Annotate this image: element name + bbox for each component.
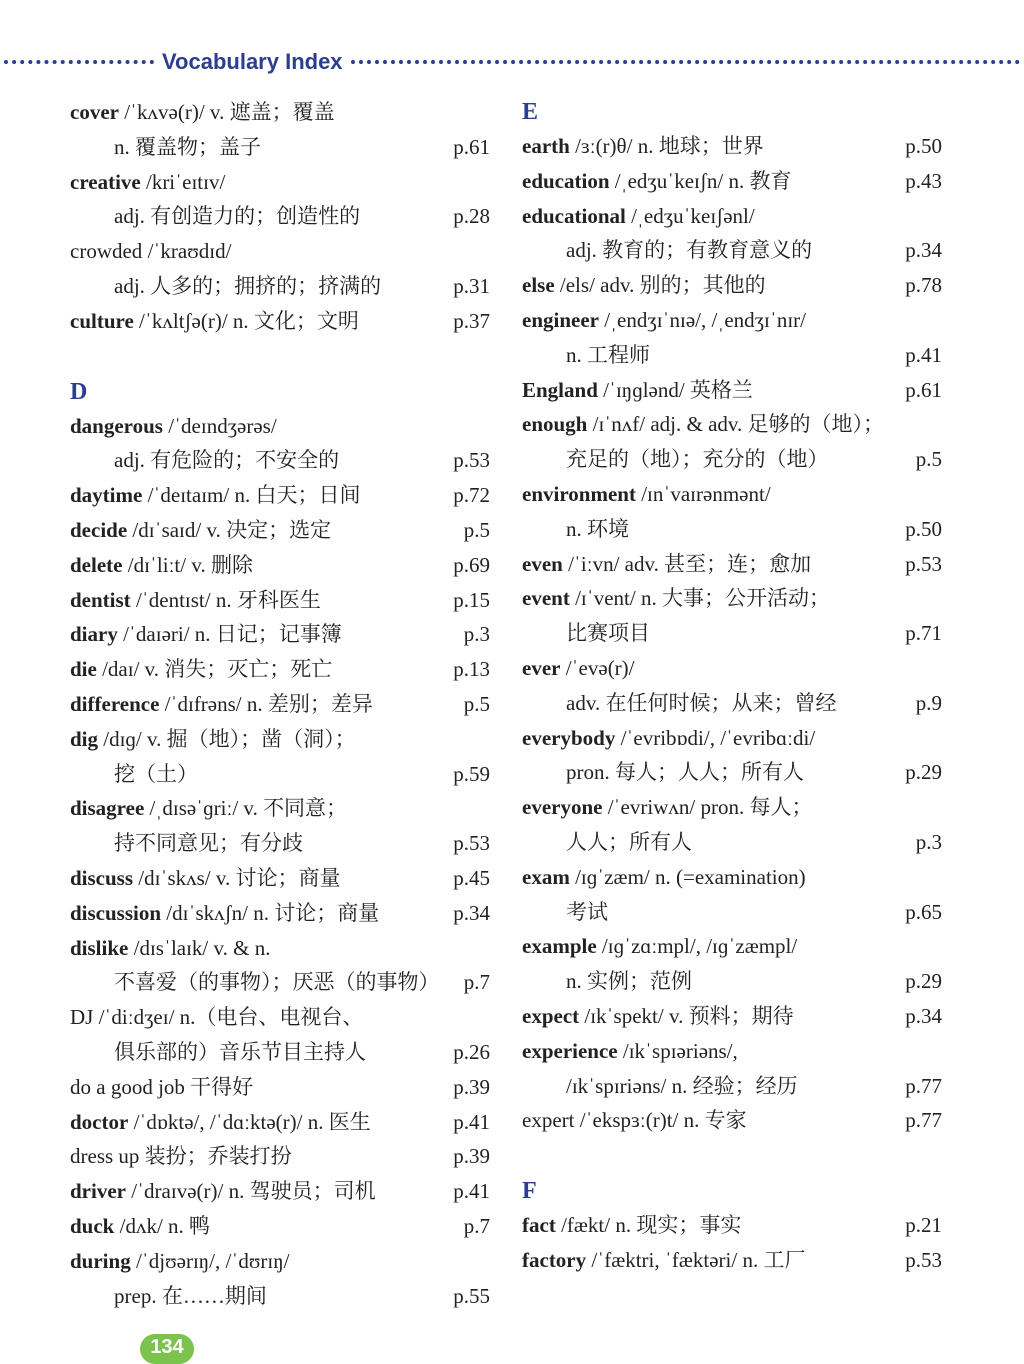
entry-continuation (70, 826, 490, 861)
entry-word: engineer (522, 307, 599, 332)
vocab-entry (70, 791, 490, 826)
entry-word: even (522, 551, 563, 576)
entry-page-ref: p.61 (905, 377, 942, 402)
entry-definition: 持不同意见；有分歧 (114, 831, 303, 856)
entry-word: driver (70, 1179, 126, 1204)
entry-word: expect (522, 1003, 580, 1028)
entry-word: decide (70, 517, 128, 542)
vocab-entry (70, 478, 490, 513)
entry-definition: adj. 人多的；拥挤的；挤满的 (114, 273, 382, 298)
entry-definition: /ˈɪŋɡlənd/ 英格兰 (597, 377, 753, 402)
vocab-entry (70, 1105, 490, 1140)
entry-page-ref: p.43 (905, 168, 942, 193)
right-column (522, 95, 942, 1278)
entry-definition: /ˈevribɒdi/, /ˈevribɑːdi/ (615, 725, 816, 750)
section-gap (70, 339, 490, 375)
entry-page-ref: p.41 (453, 1179, 490, 1204)
entry-definition: /ɪkˈspekt/ v. 预料；期待 (579, 1003, 794, 1028)
entry-definition: prep. 在……期间 (114, 1283, 267, 1308)
entry-page-ref: p.65 (905, 899, 942, 924)
vocab-entry (522, 581, 942, 616)
entry-page-ref: p.15 (453, 587, 490, 612)
entry-word: cover (70, 100, 119, 124)
entry-definition: /ɪɡˈzæm/ n. (=examination) (569, 864, 806, 889)
vocab-entry (70, 583, 490, 618)
entry-word: diary (70, 622, 118, 647)
vocab-entry (70, 896, 490, 931)
vocab-entry (70, 1000, 490, 1035)
vocab-entry (70, 1174, 490, 1209)
entry-page-ref: p.55 (453, 1283, 490, 1308)
entry-continuation (70, 269, 490, 304)
section-letter: D (70, 378, 88, 405)
entry-continuation (522, 964, 942, 999)
entry-word: daytime (70, 483, 143, 508)
entry-page-ref: p.77 (905, 1073, 942, 1098)
entry-page-ref: p.5 (463, 691, 490, 716)
entry-definition: /ˌdɪsəˈɡriː/ v. 不同意； (144, 796, 348, 821)
entry-word: discussion (70, 900, 162, 925)
vocab-entry (70, 409, 490, 444)
entry-definition: /dɪɡ/ v. 掘（地）；凿（洞）； (98, 726, 356, 751)
entry-definition: /ˈkraʊdɪd/ (142, 239, 232, 264)
vocab-entry (522, 721, 942, 756)
vocab-entry (522, 129, 942, 164)
page-title: Vocabulary Index (162, 49, 343, 74)
entry-word: dress up (70, 1144, 140, 1169)
entry-page-ref: p.50 (905, 516, 942, 541)
entry-page-ref: p.29 (905, 969, 942, 994)
entry-page-ref: p.50 (905, 134, 942, 158)
entry-word: delete (70, 552, 123, 577)
entry-definition: /ˈevə(r)/ (560, 655, 635, 680)
vocab-entry (522, 268, 942, 303)
section-gap (522, 1138, 942, 1174)
entry-page-ref: p.34 (905, 238, 942, 263)
entry-page-ref: p.29 (905, 760, 942, 785)
entry-definition: n. 覆盖物；盖子 (114, 134, 261, 159)
vocab-entry (522, 407, 942, 442)
entry-definition: /ɪɡˈzɑːmpl/, /ɪɡˈzæmpl/ (596, 934, 798, 959)
entry-definition: 不喜爱（的事物）；厌恶（的事物） (114, 970, 440, 995)
entry-word: exam (522, 864, 570, 889)
vocab-entry (522, 929, 942, 964)
entry-page-ref: p.5 (915, 447, 942, 472)
entry-page-ref: p.28 (453, 204, 490, 229)
entry-definition: /daɪ/ v. 消失；灭亡；死亡 (96, 657, 333, 682)
index-header (0, 44, 1024, 80)
entry-word: England (522, 377, 598, 402)
entry-word: earth (522, 134, 570, 158)
entry-definition: /ˌedʒuˈkeɪʃn/ n. 教育 (609, 168, 792, 193)
entry-word: dig (70, 726, 99, 751)
entry-page-ref: p.72 (453, 483, 490, 508)
entry-definition: n. 工程师 (566, 342, 650, 367)
entry-definition: /dɪˈskʌʃn/ n. 讨论；商量 (161, 900, 380, 925)
vocab-entry (522, 860, 942, 895)
entry-continuation (70, 443, 490, 478)
vocab-entry (70, 861, 490, 896)
entry-page-ref: p.53 (905, 551, 942, 576)
entry-word: dislike (70, 935, 129, 960)
entry-definition: /ˈekspɜː(r)t/ n. 专家 (574, 1108, 747, 1133)
entry-word: experience (522, 1038, 618, 1063)
entry-continuation (522, 825, 942, 860)
entry-definition: /ˈfæktri, ˈfæktəri/ n. 工厂 (586, 1247, 806, 1272)
section-letter: E (522, 99, 539, 125)
entry-word: creative (70, 169, 141, 194)
entry-continuation (522, 233, 942, 268)
entry-definition: 人人；所有人 (566, 829, 692, 854)
section-letter: F (522, 1178, 537, 1205)
entry-definition: 挖（土） (114, 761, 198, 786)
entry-word: else (522, 273, 555, 298)
entry-word: ever (522, 655, 561, 680)
entry-definition: 装扮；乔装打扮 (139, 1144, 292, 1169)
entry-continuation (522, 512, 942, 547)
entry-word: DJ (70, 1005, 94, 1030)
entry-definition: /fækt/ n. 现实；事实 (555, 1213, 742, 1238)
entry-continuation (522, 895, 942, 930)
entry-word: do a good job (70, 1074, 185, 1099)
vocab-entry (70, 722, 490, 757)
vocab-entry (522, 199, 942, 234)
entry-definition: /ɜː(r)θ/ n. 地球；世界 (569, 134, 764, 158)
vocab-entry (70, 1244, 490, 1279)
entry-definition: /ˈevriwʌn/ pron. 每人； (602, 795, 813, 820)
entry-word: difference (70, 691, 160, 716)
entry-word: event (522, 586, 570, 611)
entry-continuation (70, 1279, 490, 1314)
vocab-entry (70, 513, 490, 548)
entry-continuation (522, 1069, 942, 1104)
vocab-entry (522, 164, 942, 199)
entry-page-ref: p.41 (905, 342, 942, 367)
entry-definition: pron. 每人；人人；所有人 (566, 760, 804, 785)
entry-word: environment (522, 481, 636, 506)
entry-word: factory (522, 1247, 587, 1272)
entry-definition: /ˈdiːdʒeɪ/ n.（电台、电视台、 (93, 1005, 364, 1030)
entry-page-ref: p.53 (453, 448, 490, 473)
vocab-entry (70, 617, 490, 652)
entry-word: during (70, 1248, 131, 1273)
entry-definition: /ˈdɪfrəns/ n. 差别；差异 (159, 691, 373, 716)
vocab-entry (70, 931, 490, 966)
vocab-entry (522, 1243, 942, 1278)
entry-page-ref: p.39 (453, 1144, 490, 1169)
entry-continuation (522, 442, 942, 477)
entry-continuation (522, 338, 942, 373)
entry-word: dangerous (70, 413, 163, 438)
entry-definition: /ˈdjʊərɪŋ/, /ˈdʊrɪŋ/ (130, 1248, 290, 1273)
entry-continuation (70, 757, 490, 792)
entry-definition: adj. 教育的；有教育意义的 (566, 238, 813, 263)
entry-page-ref: p.61 (453, 134, 490, 159)
entry-page-ref: p.77 (905, 1108, 942, 1133)
page-number-badge: 134 (140, 1334, 194, 1364)
entry-word: educational (522, 203, 626, 228)
entry-page-ref: p.69 (453, 552, 490, 577)
vocab-entry (70, 687, 490, 722)
entry-page-ref: p.45 (453, 865, 490, 890)
entry-definition: /ˈkʌltʃə(r)/ n. 文化；文明 (133, 308, 359, 333)
entry-continuation (70, 130, 490, 165)
vocab-entry (522, 373, 942, 408)
entry-page-ref: p.78 (905, 273, 942, 298)
entry-word: doctor (70, 1109, 129, 1134)
entry-definition: /els/ adv. 别的；其他的 (554, 273, 766, 298)
entry-page-ref: p.26 (453, 1039, 490, 1064)
entry-page-ref: p.5 (463, 517, 490, 542)
entry-page-ref: p.59 (453, 761, 490, 786)
entry-page-ref: p.3 (915, 829, 942, 854)
entry-definition: 俱乐部的）音乐节目主持人 (114, 1039, 366, 1064)
vocab-entry (70, 95, 490, 130)
entry-definition: 比赛项目 (566, 621, 650, 646)
vocab-entry (70, 1209, 490, 1244)
vocab-entry (522, 999, 942, 1034)
entry-page-ref: p.9 (915, 690, 942, 715)
entry-page-ref: p.3 (463, 622, 490, 647)
vocab-entry (522, 651, 942, 686)
vocab-entry (70, 1139, 490, 1174)
entry-definition: /ɪnˈvaɪrənmənt/ (635, 481, 771, 506)
entry-page-ref: p.31 (453, 273, 490, 298)
entry-definition: /ɪˈvent/ n. 大事；公开活动； (569, 586, 830, 611)
entry-page-ref: p.7 (463, 970, 490, 995)
vocab-entry (70, 304, 490, 339)
vocab-entry (522, 1034, 942, 1069)
entry-definition: /dɪˈskʌs/ v. 讨论；商量 (133, 865, 341, 890)
entry-definition: adv. 在任何时候；从来；曾经 (566, 690, 837, 715)
entry-definition: /ˈdeɪndʒərəs/ (162, 413, 277, 438)
entry-definition: adj. 有创造力的；创造性的 (114, 204, 361, 229)
entry-continuation (70, 199, 490, 234)
entry-word: crowded (70, 239, 143, 264)
entry-word: example (522, 934, 597, 959)
entry-continuation (70, 965, 490, 1000)
entry-definition: /dɪˈliːt/ v. 删除 (122, 552, 253, 577)
vocab-entry (70, 652, 490, 687)
entry-word: duck (70, 1213, 115, 1238)
entry-definition: /dɪˈsaɪd/ v. 决定；选定 (127, 517, 332, 542)
entry-page-ref: p.21 (905, 1213, 942, 1238)
entry-definition: n. 实例；范例 (566, 969, 692, 994)
vocab-entry (522, 1103, 942, 1138)
entry-word: education (522, 168, 610, 193)
vocab-entry (522, 547, 942, 582)
entry-definition: adj. 有危险的；不安全的 (114, 448, 340, 473)
entry-definition: /ɪkˈspɪəriəns/, (617, 1038, 738, 1063)
entry-word: enough (522, 412, 588, 437)
entry-page-ref: p.71 (905, 621, 942, 646)
entry-definition: /ˈdɒktə/, /ˈdɑːktə(r)/ n. 医生 (128, 1109, 371, 1134)
entry-continuation (522, 616, 942, 651)
vocab-entry (70, 1070, 490, 1105)
entry-definition: /ˈdentɪst/ n. 牙科医生 (130, 587, 321, 612)
entry-page-ref: p.41 (453, 1109, 490, 1134)
entry-word: everyone (522, 795, 603, 820)
entry-page-ref: p.37 (453, 308, 490, 333)
vocab-entry (522, 303, 942, 338)
entry-page-ref: p.7 (463, 1213, 490, 1238)
entry-definition: /ˈdraɪvə(r)/ n. 驾驶员；司机 (125, 1179, 376, 1204)
entry-definition: /ˌedʒuˈkeɪʃənl/ (625, 203, 755, 228)
entry-definition: /dɪsˈlaɪk/ v. & n. (128, 935, 271, 960)
entry-word: discuss (70, 865, 134, 890)
entry-definition: 考试 (566, 899, 608, 924)
left-column (70, 95, 490, 1313)
entry-word: fact (522, 1213, 556, 1238)
entry-definition: /ˈdaɪəri/ n. 日记；记事簿 (117, 622, 342, 647)
entry-page-ref: p.34 (905, 1003, 942, 1028)
entry-continuation (70, 1035, 490, 1070)
entry-word: everybody (522, 725, 616, 750)
entry-continuation (522, 755, 942, 790)
entry-page-ref: p.34 (453, 900, 490, 925)
header-dots-left (4, 60, 154, 64)
entry-definition: /ˈdeɪtaɪm/ n. 白天；日间 (142, 483, 361, 508)
entry-definition: 干得好 (184, 1074, 254, 1099)
vocab-entry (70, 165, 490, 200)
entry-definition: /dʌk/ n. 鸭 (114, 1213, 211, 1238)
entry-word: expert (522, 1108, 575, 1133)
entry-definition: /ˌendʒɪˈnɪə/, /ˌendʒɪˈnɪr/ (598, 307, 806, 332)
entry-word: dentist (70, 587, 131, 612)
entry-page-ref: p.53 (453, 831, 490, 856)
vocab-entry (70, 234, 490, 269)
entry-definition: /ɪˈnʌf/ adj. & adv. 足够的（地）； (587, 412, 885, 437)
vocab-entry (70, 548, 490, 583)
entry-definition: /kriˈeɪtɪv/ (140, 169, 226, 194)
entry-word: disagree (70, 796, 145, 821)
entry-definition: /ˈiːvn/ adv. 甚至；连；愈加 (562, 551, 812, 576)
vocab-entry (522, 477, 942, 512)
entry-definition: /ɪkˈspɪriəns/ n. 经验；经历 (566, 1073, 798, 1098)
entry-page-ref: p.13 (453, 657, 490, 682)
header-dots-right (351, 60, 1020, 64)
entry-continuation (522, 686, 942, 721)
vocab-entry (522, 1208, 942, 1243)
entry-word: culture (70, 308, 134, 333)
vocab-entry (522, 790, 942, 825)
entry-page-ref: p.39 (453, 1074, 490, 1099)
entry-definition: 充足的（地）；充分的（地） (566, 447, 829, 472)
entry-page-ref: p.53 (905, 1247, 942, 1272)
entry-definition: n. 环境 (566, 516, 629, 541)
entry-definition: /ˈkʌvə(r)/ v. 遮盖；覆盖 (118, 100, 335, 124)
entry-word: die (70, 657, 97, 682)
